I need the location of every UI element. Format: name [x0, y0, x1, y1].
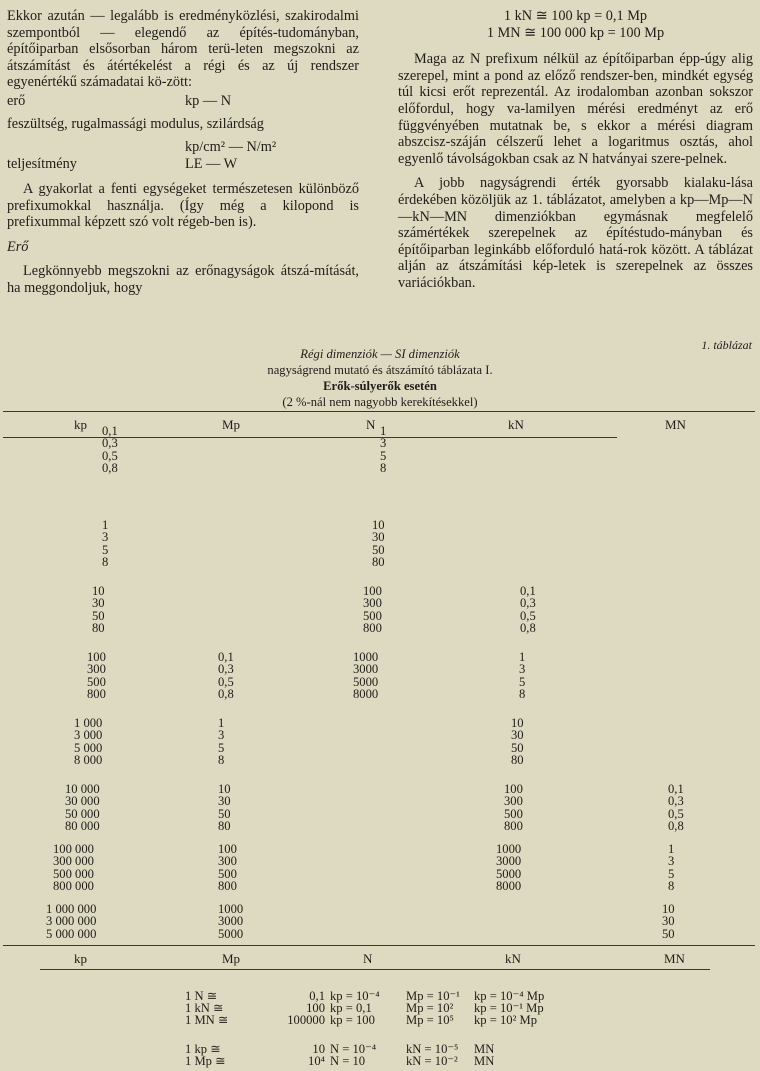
footer-header-kp: kp [74, 951, 87, 966]
table-cell-mp: 10 30 50 80 [218, 782, 231, 834]
unit-value: kp — N [185, 92, 232, 109]
table-cell-kn: 0,1 0,3 0,5 0,8 [520, 584, 536, 636]
formula-term: 1 kN ≅ [185, 1001, 224, 1015]
unit-value: LE — W [185, 155, 238, 172]
formula-term: 10 [312, 1042, 325, 1056]
table-cell-kn: 10 30 50 80 [511, 716, 524, 768]
table-cell-n: 100 300 500 800 [363, 584, 382, 636]
table-cell-n: 1 3 5 8 [380, 424, 387, 476]
formula-term: 10⁴ [308, 1054, 325, 1068]
unit-name: teljesítmény [7, 155, 77, 172]
prefix-paragraph: A gyakorlat a fenti egységeket természetesen különböző prefixumokkal használja. (Így még a kilopond is prefixummal képzett szó volt régeb-ben is). [7, 180, 359, 231]
table-top-rule [3, 411, 755, 412]
table-cell-kp: 10 30 50 80 [92, 584, 105, 636]
unit-row [7, 93, 359, 110]
footer-header-kn: kN [505, 951, 521, 966]
conversion-formulas [185, 990, 564, 1026]
formula-term: Mp = 10² [406, 1001, 454, 1015]
formula-term: kN = 10⁻⁵ [406, 1042, 459, 1056]
formula-term: 1 N ≅ [185, 989, 218, 1003]
table-cell-mp: 100 300 500 800 [218, 842, 237, 894]
table-cell-kp: 1 3 5 8 [102, 518, 109, 570]
formula-term: MN [474, 1054, 495, 1068]
unit-value: kp/cm² — N/m² [185, 138, 277, 155]
unit-name: feszültség, rugalmassági modulus, szilárdság [7, 115, 264, 132]
formula-row [185, 1055, 564, 1067]
formula-term: N = 10⁻⁴ [330, 1042, 377, 1056]
table-cell-n: 10 30 50 80 [372, 518, 385, 570]
formula-term: kp = 100 [330, 1013, 375, 1027]
table-cell-mp: 1000 3000 5000 [218, 902, 244, 941]
table-bottom-rule [3, 945, 755, 946]
footer-header-mp: Mp [222, 951, 241, 966]
table-cell-n: 1000 3000 5000 8000 [353, 650, 379, 702]
header-kn: kN [508, 417, 524, 432]
footer-header-n: N [363, 951, 373, 966]
left-column [7, 8, 359, 297]
formula-row [185, 1014, 564, 1026]
formula-term: kp = 10² Mp [474, 1013, 538, 1027]
table-cell-kp: 0,1 0,3 0,5 0,8 [102, 424, 118, 476]
header-kp: kp [74, 417, 87, 432]
table-cell-kp: 10 000 30 000 50 000 80 000 [65, 782, 100, 834]
formula-term: 0,1 [309, 989, 325, 1003]
unit-row [7, 139, 359, 156]
header-rule [3, 437, 617, 438]
table-title: Régi dimenziók — SI dimenziók [300, 347, 460, 361]
formula-term: kN = 10⁻² [406, 1054, 458, 1068]
table-cell-mp: 0,1 0,3 0,5 0,8 [218, 650, 234, 702]
table-cell-kp: 100 000 300 000 500 000 800 000 [53, 842, 94, 894]
formula-term: 1 MN ≅ [185, 1013, 229, 1027]
table-cell-mn: 0,1 0,3 0,5 0,8 [668, 782, 684, 834]
prefix-usage-paragraph: Maga az N prefixum nélkül az építőiparban épp-úgy alig szerepel, mint a pond az előző rendszer-ben, mindkét egység túl kicsi erőt reprezentál. Az irodalomban azonban sokszor előfordul, hogy va-lamilyen mérési eredményt az erő függvényében mutatnak be, s ekkor a mérési diagram abszcisz-száján célszerű lehet a logaritmus osztás, ahol egyenlő távolságokban csak az N hatványai szere-pelnek. [398, 51, 753, 167]
unit-name: erő [7, 92, 26, 109]
formula-term: N = 10 [330, 1054, 366, 1068]
equation-mn: 1 MN ≅ 100 000 kp = 100 Mp [486, 24, 665, 41]
force-paragraph: Legkönnyebb megszokni az erőnagyságok átszá-mítását, ha meggondoljuk, hogy [7, 263, 359, 296]
table-subtitle-bold: Erők-súlyerők esetén [323, 379, 437, 393]
unit-list [7, 93, 359, 173]
formula-term: Mp = 10⁵ [406, 1013, 454, 1027]
table-cell-kp: 100 300 500 800 [87, 650, 106, 702]
intro-paragraph: Ekkor azután — legalább is eredményközlési, szakirodalmi szempontból — elegendő az építés-tudományban, építőiparban elsősorban három terü-leten megszokni az átszámítást és átértékelést a régi és az új rendszer egyenértékű számadatai kö-zött: [7, 8, 359, 91]
table-cell-kp: 1 000 3 000 5 000 8 000 [74, 716, 103, 768]
footer-rule [40, 969, 710, 970]
conversion-formulas-reverse [185, 1043, 564, 1067]
header-mn: MN [665, 417, 686, 432]
formula-term: 1 kp ≅ [185, 1042, 221, 1056]
table-cell-kn: 100 300 500 800 [504, 782, 523, 834]
table-cell-mn: 10 30 50 [662, 902, 675, 941]
formula-term: 100 [306, 1001, 325, 1015]
section-heading: Erő [7, 238, 29, 255]
table-intro-paragraph: A jobb nagyságrendi érték gyorsabb kialaku-lása érdekében közöljük az 1. táblázatot, amelyben a kp—Mp—N—kN—MN dimenziókban egymásnak megfelelő számértékek szerepelnek az építéstudo-mányban és építőiparban leginkább előforduló hatá-rok között. A táblázat alján az átszámítási kép-letek is szerepelnek az összes variációkban. [398, 175, 753, 291]
table-cell-kn: 1 3 5 8 [519, 650, 526, 702]
table-cell-kn: 1000 3000 5000 8000 [496, 842, 522, 894]
formula-term: MN [474, 1042, 495, 1056]
formula-term: kp = 10⁻⁴ [330, 989, 380, 1003]
formula-term: kp = 10⁻¹ Mp [474, 1001, 544, 1015]
footer-header-mn: MN [664, 951, 685, 966]
header-mp: Mp [222, 417, 241, 432]
formula-term: kp = 10⁻⁴ Mp [474, 989, 545, 1003]
header-n: N [366, 417, 376, 432]
table-subtitle: nagyságrend mutató és átszámító táblázata I. [267, 363, 493, 377]
table-cell-mp: 1 3 5 8 [218, 716, 225, 768]
formula-term: 1 Mp ≅ [185, 1054, 226, 1068]
table-rounding-note: (2 %-nál nem nagyobb kerekítésekkel) [282, 395, 478, 409]
table-cell-kp: 1 000 000 3 000 000 5 000 000 [46, 902, 97, 941]
formula-row [185, 1043, 564, 1055]
unit-row [7, 116, 359, 133]
table-number: 1. táblázat [701, 338, 752, 352]
unit-name [7, 139, 185, 156]
formula-term: Mp = 10⁻¹ [406, 989, 460, 1003]
formula-term: kp = 0,1 [330, 1001, 372, 1015]
equation-kn: 1 kN ≅ 100 kp = 0,1 Mp [503, 8, 648, 24]
formula-term: 100000 [287, 1013, 325, 1027]
right-column [398, 8, 753, 292]
unit-row [7, 156, 359, 173]
table-cell-mn: 1 3 5 8 [668, 842, 675, 894]
